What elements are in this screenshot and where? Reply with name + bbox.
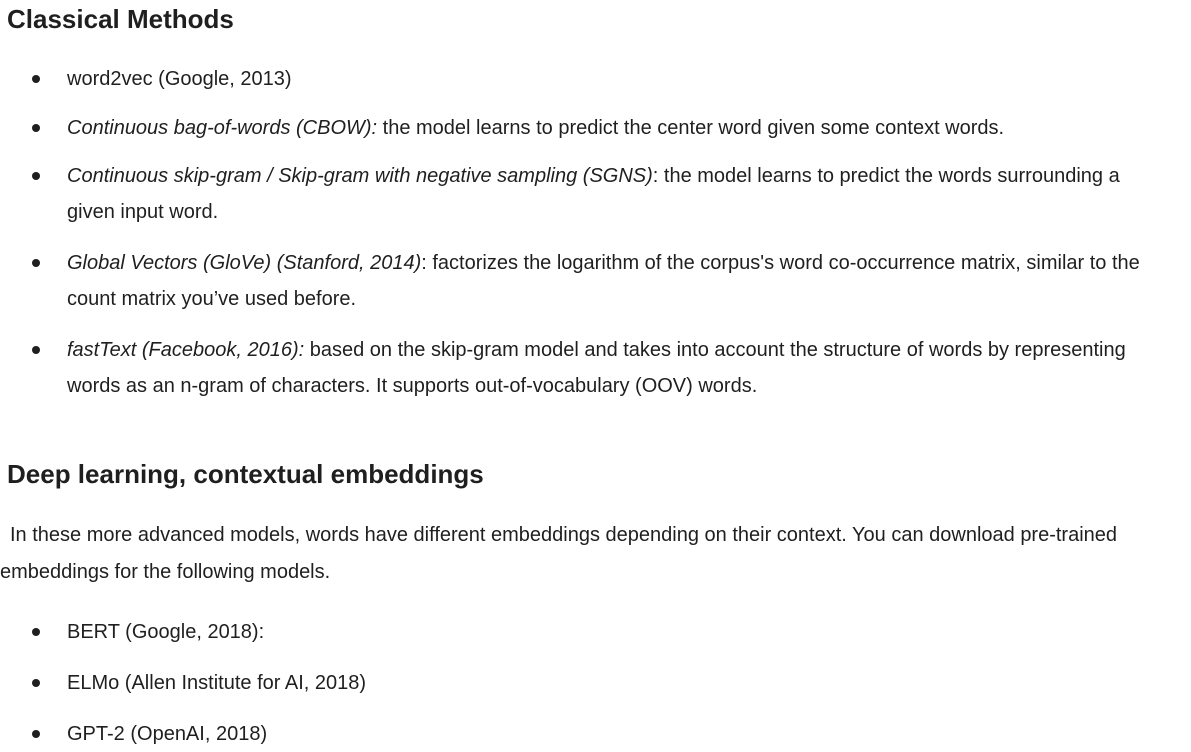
bullet-icon: [32, 172, 40, 180]
list-item-text: fastText (Facebook, 2016): based on the skip-gram model and takes into account the structure of words by representing words as an n-gram of characters. It supports out-of-vocabulary (OOV) words.: [67, 339, 1126, 397]
bullet-icon: [32, 259, 40, 267]
bullet-icon: [32, 346, 40, 354]
bullet-icon: [32, 124, 40, 132]
bullet-icon: [32, 730, 40, 738]
bullet-icon: [32, 679, 40, 687]
list-item-text: Continuous skip-gram / Skip-gram with negative sampling (SGNS): the model learns to predict the words surrounding a given input word.: [67, 165, 1120, 223]
bullet-icon: [32, 75, 40, 83]
list-item-text: Global Vectors (GloVe) (Stanford, 2014): factorizes the logarithm of the corpus's word co-occurrence matrix, similar to the count matrix you’ve used before.: [67, 252, 1140, 310]
list-item-text: Continuous bag-of-words (CBOW): the model learns to predict the center word given some context words.: [67, 117, 1005, 139]
term-fasttext: fastText (Facebook, 2016):: [67, 339, 305, 361]
list-item-text: BERT (Google, 2018):: [67, 621, 265, 643]
bullet-icon: [32, 628, 40, 636]
section-heading-classical-methods: Classical Methods: [7, 4, 234, 34]
list-item-text: word2vec (Google, 2013): [67, 68, 292, 90]
section-heading-deep-learning: Deep learning, contextual embeddings: [7, 459, 484, 489]
list-item-text: ELMo (Allen Institute for AI, 2018): [67, 672, 367, 694]
term-glove: Global Vectors (GloVe) (Stanford, 2014): [67, 252, 422, 274]
list-item-text: GPT-2 (OpenAI, 2018): [67, 723, 268, 745]
intro-paragraph: In these more advanced models, words have different embeddings depending on their context. You can download pre-trained embeddings for the following models.: [0, 524, 1118, 583]
term-sgns: Continuous skip-gram / Skip-gram with negative sampling (SGNS): [67, 165, 653, 187]
term-cbow: Continuous bag-of-words (CBOW):: [67, 117, 378, 139]
